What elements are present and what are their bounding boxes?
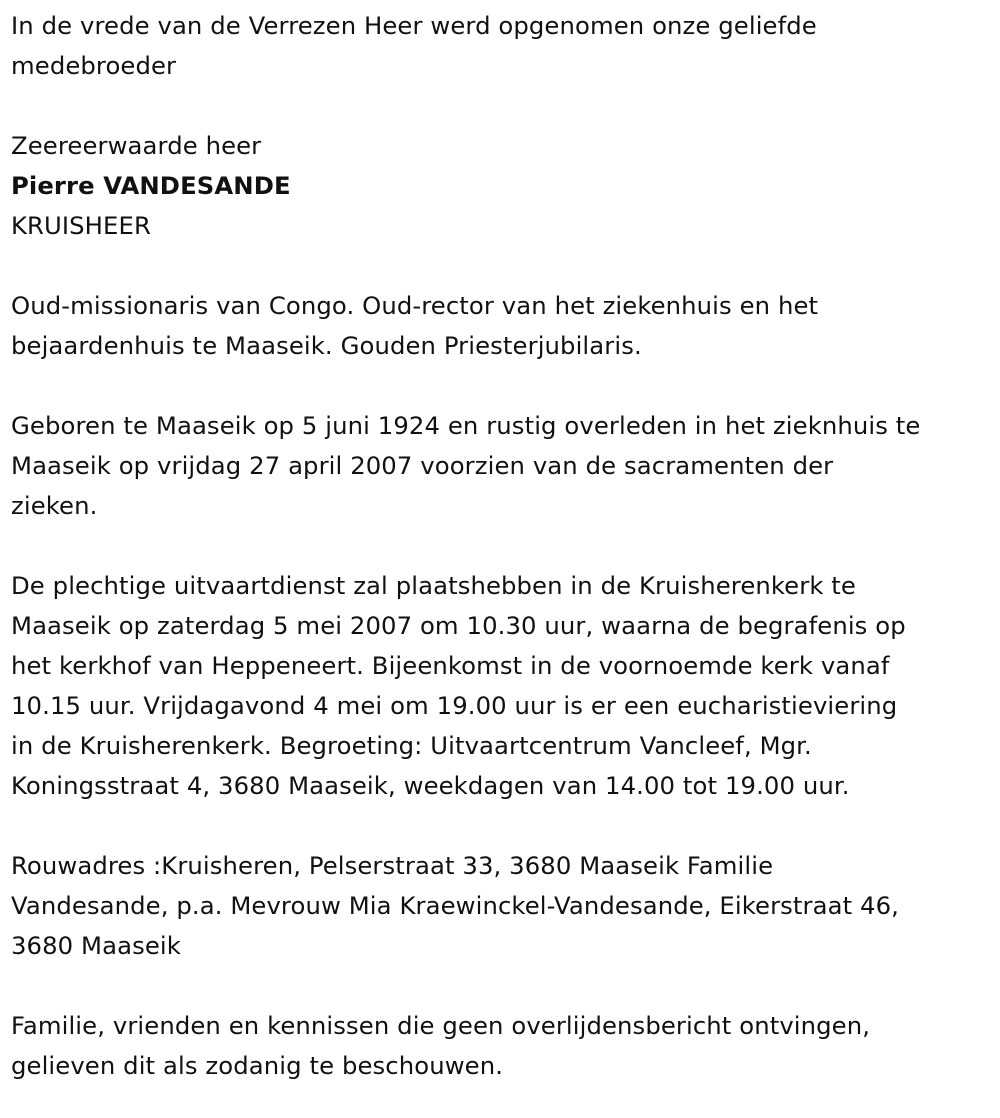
- paragraph-spacer: [11, 966, 996, 1006]
- obituary-document: [11, 6, 996, 1086]
- funeral-line: De plechtige uitvaartdienst zal plaatshebben in de Kruisherenkerk te: [11, 571, 856, 600]
- paragraph-spacer: [11, 806, 996, 846]
- paragraph-spacer: [11, 366, 996, 406]
- deceased-header: [11, 126, 996, 246]
- paragraph-spacer: [11, 246, 996, 286]
- closing-line: Familie, vrienden en kennissen die geen overlijdensbericht ontvingen,: [11, 1011, 871, 1040]
- religious-order: KRUISHEER: [11, 211, 151, 240]
- intro-line: In de vrede van de Verrezen Heer werd opgenomen onze geliefde: [11, 11, 817, 40]
- birth-death-line: zieken.: [11, 491, 98, 520]
- funeral-line: 10.15 uur. Vrijdagavond 4 mei om 19.00 uur is er een eucharistieviering: [11, 691, 898, 720]
- address-paragraph: [11, 846, 996, 966]
- birth-death-line: Maaseik op vrijdag 27 april 2007 voorzien van de sacramenten der: [11, 451, 834, 480]
- intro-line: medebroeder: [11, 51, 177, 80]
- career-paragraph: [11, 286, 996, 366]
- funeral-line: in de Kruisherenkerk. Begroeting: Uitvaartcentrum Vancleef, Mgr.: [11, 731, 812, 760]
- funeral-line: Maaseik op zaterdag 5 mei 2007 om 10.30 uur, waarna de begrafenis op: [11, 611, 906, 640]
- intro-paragraph: [11, 6, 996, 86]
- closing-paragraph: [11, 1006, 996, 1086]
- address-line: Vandesande, p.a. Mevrouw Mia Kraewinckel-Vandesande, Eikerstraat 46,: [11, 891, 899, 920]
- birth-death-paragraph: [11, 406, 996, 526]
- funeral-line: het kerkhof van Heppeneert. Bijeenkomst in de voornoemde kerk vanaf: [11, 651, 890, 680]
- address-line: Rouwadres :Kruisheren, Pelserstraat 33, 3680 Maaseik Familie: [11, 851, 774, 880]
- closing-line: gelieven dit als zodanig te beschouwen.: [11, 1051, 504, 1080]
- paragraph-spacer: [11, 526, 996, 566]
- paragraph-spacer: [11, 86, 996, 126]
- birth-death-line: Geboren te Maaseik op 5 juni 1924 en rustig overleden in het zieknhuis te: [11, 411, 921, 440]
- deceased-name: Pierre VANDESANDE: [11, 171, 291, 200]
- funeral-line: Koningsstraat 4, 3680 Maaseik, weekdagen van 14.00 tot 19.00 uur.: [11, 771, 850, 800]
- address-line: 3680 Maaseik: [11, 931, 181, 960]
- funeral-paragraph: [11, 566, 996, 806]
- career-line: bejaardenhuis te Maaseik. Gouden Priesterjubilaris.: [11, 331, 642, 360]
- honorific-title: Zeereerwaarde heer: [11, 131, 262, 160]
- career-line: Oud-missionaris van Congo. Oud-rector van het ziekenhuis en het: [11, 291, 819, 320]
